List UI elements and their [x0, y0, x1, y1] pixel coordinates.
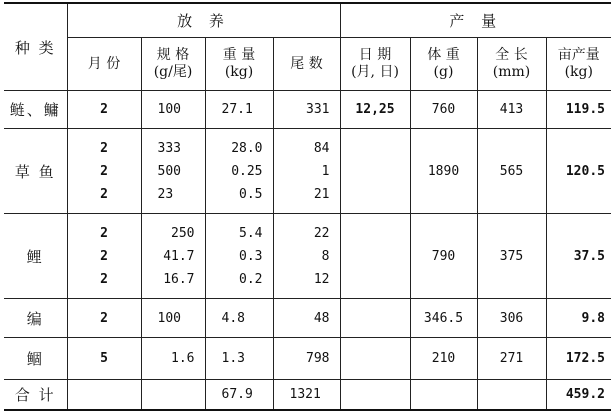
cell-date: [340, 129, 410, 214]
yield-table-container: [4, 2, 611, 411]
cell-count-value: 12: [313, 271, 330, 287]
cell-weight-value: 4.8: [221, 310, 245, 326]
cell-count: [273, 129, 340, 214]
cell-weight-value: 0.2: [239, 271, 263, 287]
header-month: 月 份: [67, 38, 141, 91]
total-row: [4, 380, 611, 410]
cell-spec-value: 23: [157, 186, 174, 202]
total-length: [477, 380, 546, 410]
cell-month-value: 2: [100, 225, 108, 241]
cell-species: 鲴: [4, 338, 67, 380]
cell-body-weight: 790: [410, 214, 477, 299]
table-row: [4, 299, 611, 338]
cell-species: 鲢、鳙: [4, 91, 67, 129]
cell-weight-value: 27.1: [221, 102, 253, 117]
cell-mu-yield: 37.5: [546, 214, 611, 299]
cell-species: 鲤: [4, 214, 67, 299]
cell-month-value: 2: [100, 248, 108, 264]
cell-count-value: 1: [321, 163, 330, 179]
cell-spec-value: 100: [157, 310, 181, 326]
cell-count-value: 22: [313, 225, 330, 241]
cell-weight-value: 0.5: [239, 186, 263, 202]
cell-date: [340, 338, 410, 380]
cell-spec-value: 500: [157, 163, 181, 179]
cell-body-weight: 1890: [410, 129, 477, 214]
cell-weight-value: 0.25: [231, 163, 263, 179]
header-stocking: 放 养: [67, 3, 340, 38]
cell-length: 375: [477, 214, 546, 299]
total-body-weight: [410, 380, 477, 410]
cell-month-value: 2: [100, 186, 108, 202]
cell-count: [273, 299, 340, 338]
cell-spec: [141, 91, 205, 129]
cell-spec-value: 100: [157, 102, 181, 117]
cell-month: [67, 214, 141, 299]
cell-count-value: 8: [321, 248, 330, 264]
cell-weight: [205, 91, 273, 129]
cell-count: [273, 91, 340, 129]
fish-stocking-yield-table: [4, 2, 611, 411]
header-body-weight: 体 重 (g): [410, 38, 477, 91]
cell-weight: [205, 299, 273, 338]
cell-weight: [205, 129, 273, 214]
total-count: 1321: [273, 380, 340, 410]
table-row: [4, 129, 611, 214]
cell-weight: [205, 338, 273, 380]
table-row: [4, 214, 611, 299]
cell-body-weight: 346.5: [410, 299, 477, 338]
cell-month-value: 2: [100, 163, 108, 179]
cell-weight-value: 28.0: [231, 140, 263, 156]
table-row: [4, 338, 611, 380]
cell-spec-value: 250: [171, 225, 195, 241]
cell-spec-value: 41.7: [163, 248, 195, 264]
header-yield: 产 量: [340, 3, 611, 38]
total-date: [340, 380, 410, 410]
cell-spec-value: 16.7: [163, 271, 195, 287]
header-species: 种 类: [4, 3, 67, 91]
header-spec: 规 格 (g/尾): [141, 38, 205, 91]
cell-date: [340, 299, 410, 338]
cell-mu-yield: 9.8: [546, 299, 611, 338]
cell-weight-value: 1.3: [221, 351, 245, 366]
cell-count-value: 798: [306, 351, 330, 366]
cell-mu-yield: 119.5: [546, 91, 611, 129]
cell-spec: [141, 299, 205, 338]
table-row: [4, 91, 611, 129]
cell-length: 271: [477, 338, 546, 380]
cell-month-value: 2: [100, 310, 108, 326]
cell-month-value: 2: [100, 271, 108, 287]
total-label: 合 计: [4, 380, 67, 410]
cell-spec-value: 333: [157, 140, 181, 156]
cell-weight: [205, 214, 273, 299]
cell-count-value: 21: [313, 186, 330, 202]
header-weight: 重 量 (kg): [205, 38, 273, 91]
header-length: 全 长 (mm): [477, 38, 546, 91]
cell-spec: [141, 338, 205, 380]
cell-month-value: 2: [100, 102, 108, 117]
cell-month-value: 5: [100, 351, 108, 366]
total-weight: 67.9: [205, 380, 273, 410]
cell-count: [273, 338, 340, 380]
total-mu-yield: 459.2: [546, 380, 611, 410]
cell-spec: [141, 214, 205, 299]
cell-mu-yield: 172.5: [546, 338, 611, 380]
cell-body-weight: 760: [410, 91, 477, 129]
cell-species: 编: [4, 299, 67, 338]
cell-month: [67, 91, 141, 129]
header-date: 日 期 (月, 日): [340, 38, 410, 91]
cell-weight-value: 5.4: [239, 225, 263, 241]
header-mu-yield: 亩产量 (kg): [546, 38, 611, 91]
cell-month: [67, 338, 141, 380]
cell-count: [273, 214, 340, 299]
cell-species: 草 鱼: [4, 129, 67, 214]
cell-spec-value: 1.6: [171, 351, 195, 366]
cell-date: 12,25: [340, 91, 410, 129]
cell-month-value: 2: [100, 140, 108, 156]
cell-length: 565: [477, 129, 546, 214]
total-month: [67, 380, 141, 410]
cell-date: [340, 214, 410, 299]
cell-month: [67, 299, 141, 338]
cell-spec: [141, 129, 205, 214]
cell-mu-yield: 120.5: [546, 129, 611, 214]
cell-month: [67, 129, 141, 214]
cell-count-value: 84: [313, 140, 330, 156]
cell-length: 306: [477, 299, 546, 338]
cell-count-value: 48: [313, 310, 330, 326]
cell-count-value: 331: [306, 102, 330, 117]
cell-body-weight: 210: [410, 338, 477, 380]
cell-weight-value: 0.3: [239, 248, 263, 264]
cell-length: 413: [477, 91, 546, 129]
total-spec: [141, 380, 205, 410]
header-count: 尾 数: [273, 38, 340, 91]
table-body: [4, 91, 611, 410]
